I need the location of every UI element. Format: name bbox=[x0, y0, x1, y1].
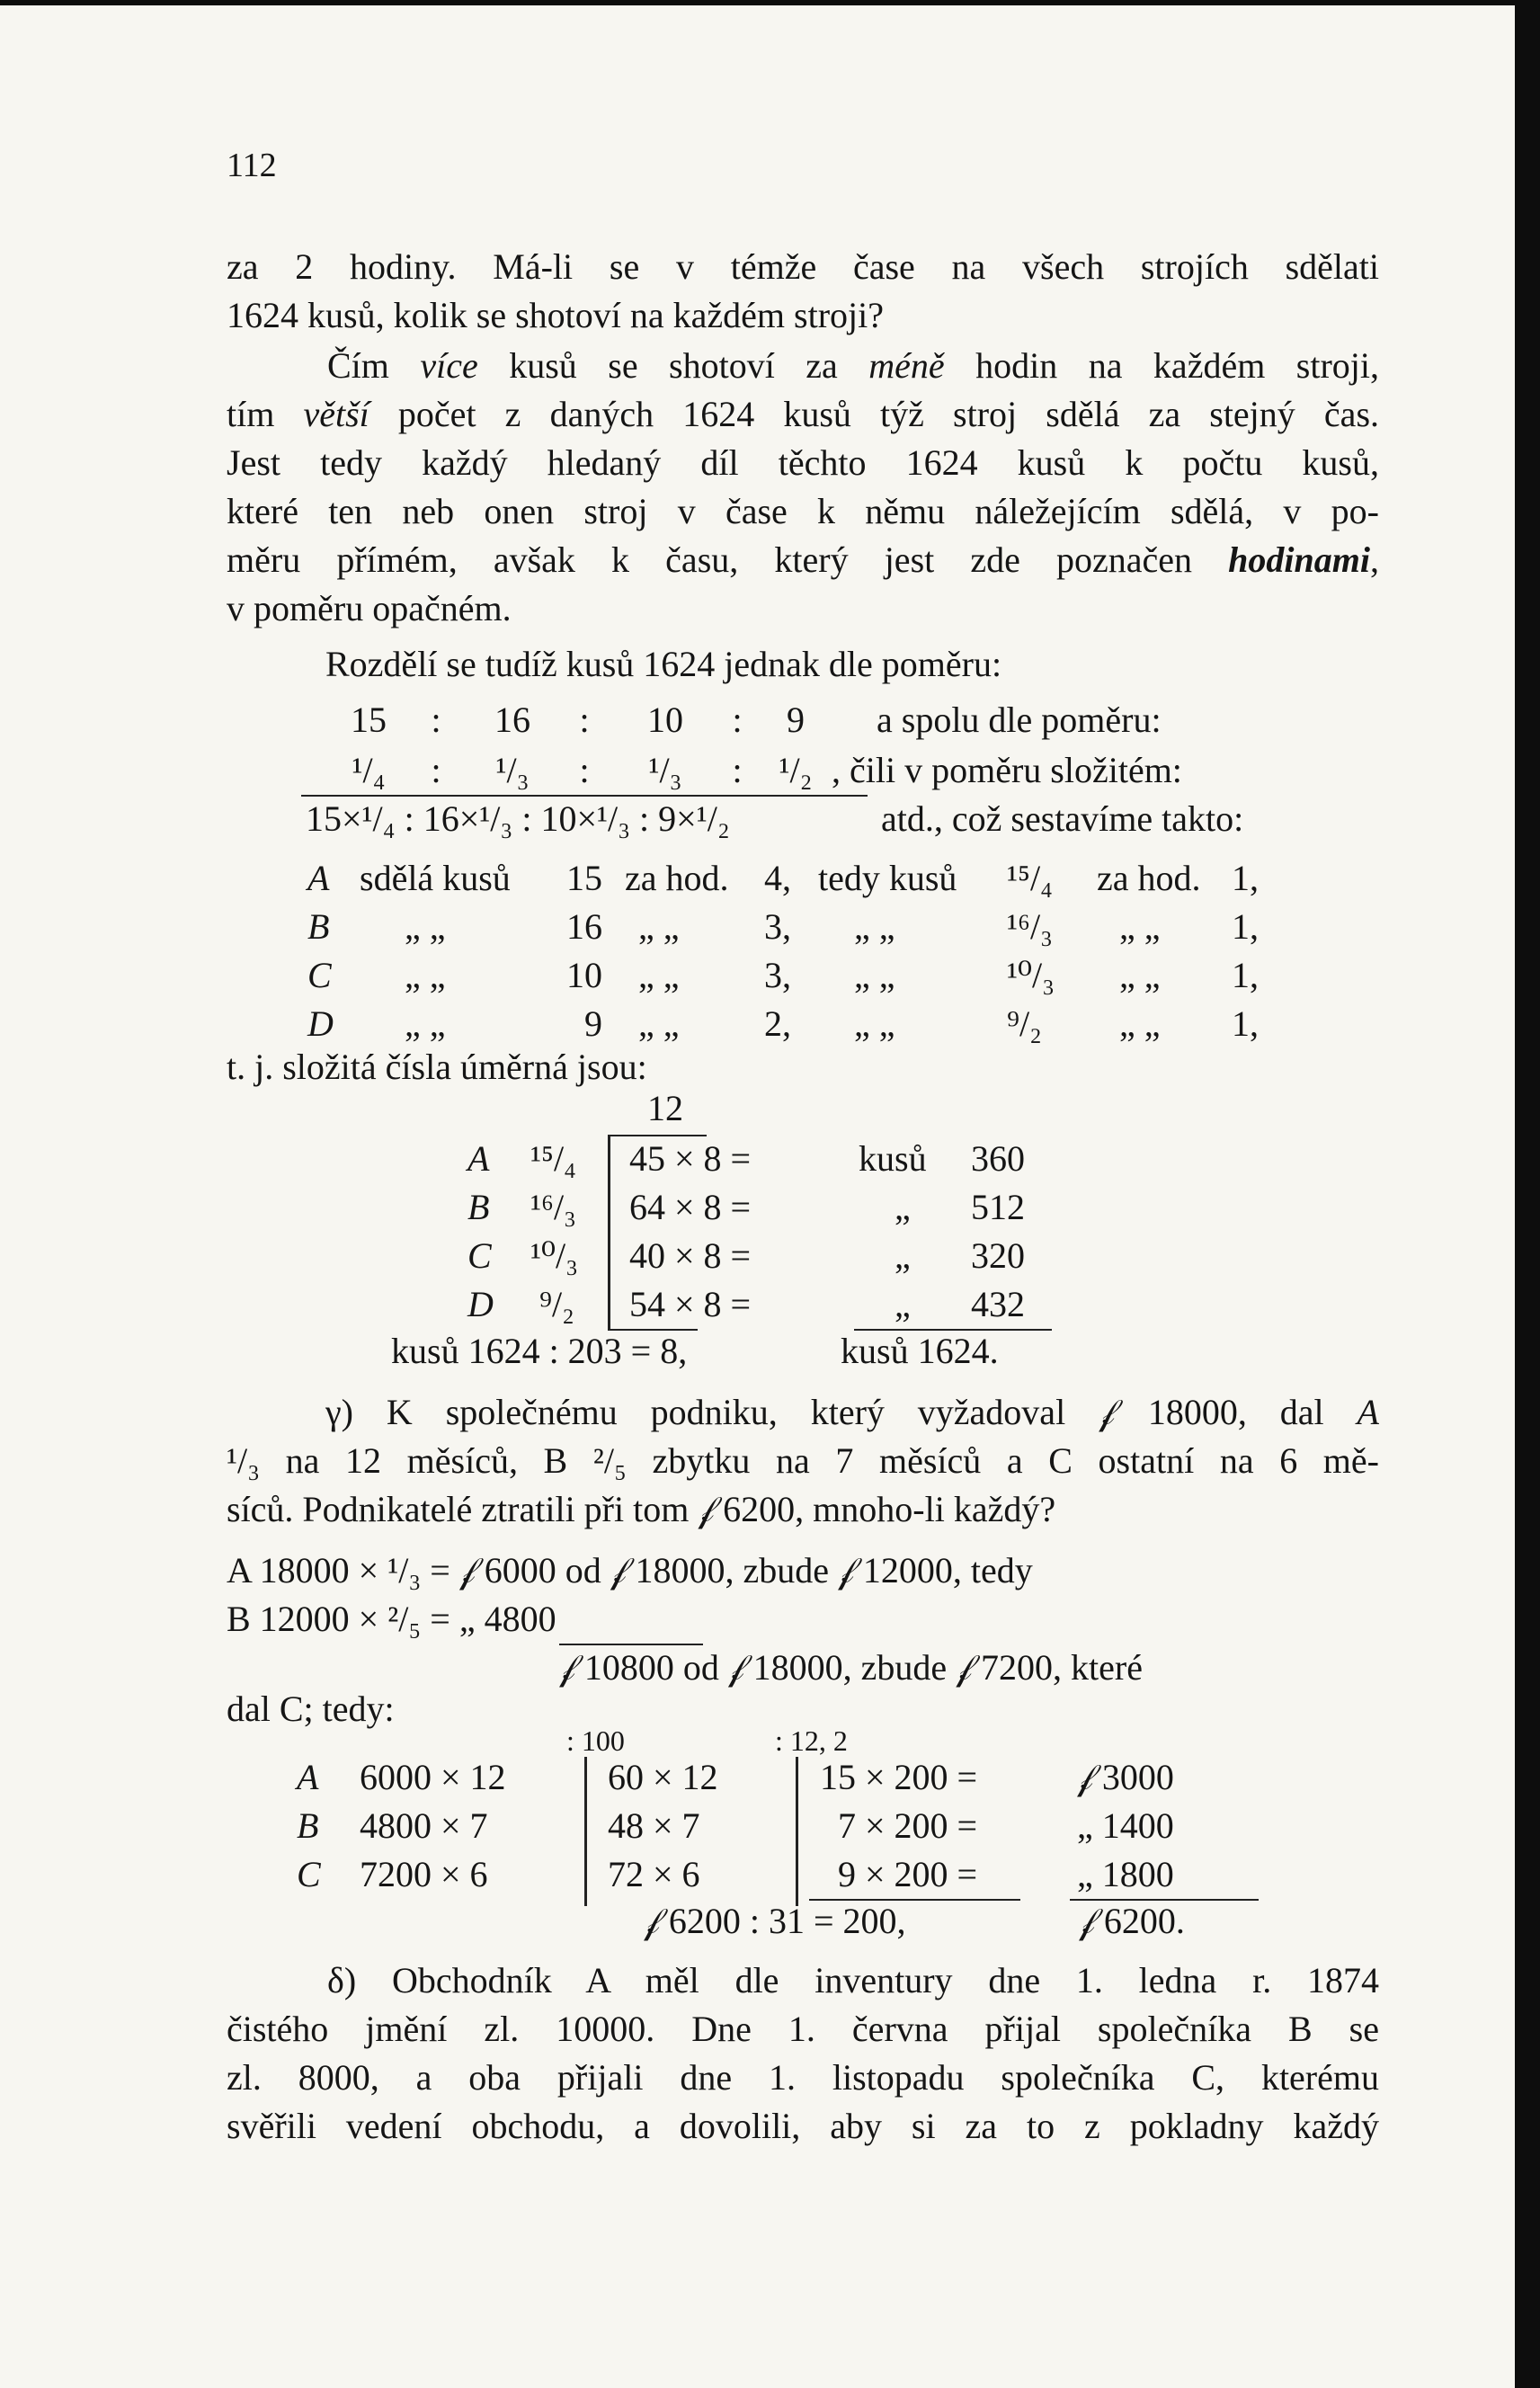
text-run: sdělá kusů bbox=[360, 858, 511, 898]
scan-edge bbox=[0, 0, 1540, 5]
text-line: 1624 kusů, kolik se shotoví na každém stroji? bbox=[227, 295, 885, 335]
product: 4800 × 7 bbox=[360, 1805, 488, 1846]
emphasis: méně bbox=[868, 345, 945, 386]
ratio-product: 15×¹/₄ : 16×¹/₃ : 10×¹/₃ : 9×¹/₂ bbox=[306, 798, 730, 839]
fraction: ¹⁶/₃ bbox=[1007, 906, 1053, 947]
ratio-value: 9 bbox=[787, 699, 805, 740]
machine-name: C bbox=[467, 1235, 492, 1276]
text-line: které ten neb onen stroj v čase k němu náležejícím sdělá, v po- bbox=[227, 491, 1379, 531]
text-run: , čili v poměru složitém: bbox=[832, 750, 1182, 790]
ditto: „ „ bbox=[405, 1003, 446, 1044]
ratio-value: ¹/₃ bbox=[648, 750, 682, 790]
ratio-value: ¹/₄ bbox=[352, 750, 386, 790]
sum-line: kusů 1624 : 203 = 8, bbox=[391, 1331, 688, 1371]
text-line bbox=[227, 1388, 1379, 1437]
result-value: „ 1400 bbox=[1077, 1805, 1174, 1846]
ditto: „ bbox=[895, 1187, 911, 1227]
text-run: 𝒻 18000, dal bbox=[1099, 1392, 1358, 1432]
colon: : bbox=[732, 699, 743, 740]
qty: 15 bbox=[566, 858, 602, 898]
text-run: za hod. bbox=[625, 858, 729, 898]
text-line: δ) Obchodník A měl dle inventury dne 1. ledna r. 1874 bbox=[327, 1960, 1379, 2000]
text-run: 1, bbox=[1232, 858, 1259, 898]
machine-name: D bbox=[467, 1284, 494, 1324]
machine-name: A bbox=[307, 858, 330, 898]
ratio-value: 16 bbox=[494, 699, 530, 740]
text-line: v poměru opačném. bbox=[227, 588, 512, 628]
divisor: : 100 bbox=[566, 1724, 625, 1757]
emphasis: hodinami bbox=[1228, 539, 1370, 580]
product: 48 × 7 bbox=[608, 1805, 700, 1846]
product: 72 × 6 bbox=[608, 1854, 700, 1894]
ditto: „ bbox=[895, 1235, 911, 1276]
multiplier: 12 bbox=[647, 1088, 683, 1128]
ditto: „ „ bbox=[405, 955, 446, 995]
total: 𝒻 6200. bbox=[1079, 1901, 1185, 1941]
product: 7 × 200 = bbox=[838, 1805, 978, 1846]
colon: : bbox=[431, 699, 441, 740]
text-run: Čím bbox=[327, 345, 421, 386]
text-line: ¹/₃ na 12 měsíců, B ²/₅ zbytku na 7 měsíců a C ostatní na 6 mě- bbox=[227, 1440, 1379, 1481]
product: 15 × 200 = bbox=[820, 1757, 978, 1797]
qty: 10 bbox=[566, 955, 602, 995]
product: 40 × 8 = bbox=[629, 1235, 752, 1276]
product: 64 × 8 = bbox=[629, 1187, 752, 1227]
hours: 3, bbox=[764, 955, 791, 995]
text-line bbox=[227, 342, 1379, 390]
emphasis: A bbox=[1357, 1392, 1379, 1432]
calc-line: dal C; tedy: bbox=[227, 1689, 395, 1729]
fraction: ¹⁶/₃ bbox=[530, 1187, 576, 1227]
product: 54 × 8 = bbox=[629, 1284, 752, 1324]
fraction: ¹⁰/₃ bbox=[1007, 955, 1055, 995]
fraction: ¹⁵/₄ bbox=[1007, 858, 1053, 898]
calc-line: 𝒻 10800 od 𝒻 18000, zbude 𝒻 7200, které bbox=[559, 1647, 1143, 1688]
fraction: ¹⁰/₃ bbox=[530, 1235, 579, 1276]
machine-name: B bbox=[307, 906, 330, 947]
hours: 3, bbox=[764, 906, 791, 947]
text-run: kusů se shotoví za bbox=[477, 345, 869, 386]
table-divider bbox=[608, 1135, 610, 1329]
result-value: 512 bbox=[971, 1187, 1025, 1227]
product: 45 × 8 = bbox=[629, 1138, 752, 1179]
product: 60 × 12 bbox=[608, 1757, 718, 1797]
text-run: tím bbox=[227, 394, 304, 434]
fraction: ⁹/₂ bbox=[539, 1284, 575, 1324]
ditto: „ „ bbox=[854, 955, 895, 995]
ditto: „ „ bbox=[854, 1003, 895, 1044]
ditto: „ „ bbox=[1119, 955, 1161, 995]
ditto: „ „ bbox=[854, 906, 895, 947]
result-value: 𝒻 3000 bbox=[1077, 1757, 1174, 1797]
ratio-value: 10 bbox=[647, 699, 683, 740]
text-line: Rozdělí se tudíž kusů 1624 jednak dle poměru: bbox=[325, 644, 1002, 684]
text-run: za hod. bbox=[1097, 858, 1201, 898]
text-line bbox=[227, 536, 1379, 584]
emphasis: více bbox=[420, 345, 478, 386]
table-divider bbox=[796, 1757, 798, 1906]
product: 7200 × 6 bbox=[360, 1854, 488, 1894]
text-run: 1, bbox=[1232, 1003, 1259, 1044]
total: kusů 1624. bbox=[841, 1331, 999, 1371]
text-run: měru přímém, avšak k času, který jest zde poznačen bbox=[227, 539, 1229, 580]
ditto: „ „ bbox=[638, 955, 680, 995]
hours: 4, bbox=[764, 858, 791, 898]
text-line: Jest tedy každý hledaný díl těchto 1624 kusů k počtu kusů, bbox=[227, 442, 1379, 483]
calc-line: A 18000 × ¹/₃ = 𝒻 6000 od 𝒻 18000, zbude 𝒻 12000, tedy bbox=[227, 1550, 1033, 1591]
result-value: „ 1800 bbox=[1077, 1854, 1174, 1894]
product: 6000 × 12 bbox=[360, 1757, 506, 1797]
text-line: čistého jmění zl. 10000. Dne 1. června přijal společníka B se bbox=[227, 2009, 1379, 2049]
ditto: „ bbox=[895, 1284, 911, 1324]
fraction: ⁹/₂ bbox=[1007, 1003, 1043, 1044]
page-number: 112 bbox=[227, 147, 277, 184]
calc-line: B 12000 × ²/₅ = „ 4800 bbox=[227, 1599, 556, 1639]
colon: : bbox=[579, 699, 590, 740]
text-line bbox=[227, 390, 1379, 439]
text-run: počet z daných 1624 kusů týž stroj sdělá za stejný čas. bbox=[369, 394, 1380, 434]
text-line: za 2 hodiny. Má-li se v témže čase na všech strojích sdělati bbox=[227, 246, 1379, 287]
machine-name: C bbox=[297, 1854, 321, 1894]
text-run: 1, bbox=[1232, 906, 1259, 947]
machine-name: B bbox=[467, 1187, 490, 1227]
ditto: „ „ bbox=[1119, 906, 1161, 947]
machine-name: D bbox=[307, 1003, 334, 1044]
result-value: 432 bbox=[971, 1284, 1025, 1324]
machine-name: A bbox=[467, 1138, 490, 1179]
divisor: : 12, 2 bbox=[775, 1724, 848, 1757]
text-run: tedy kusů bbox=[818, 858, 957, 898]
ditto: „ „ bbox=[405, 906, 446, 947]
text-line: t. j. složitá čísla úměrná jsou: bbox=[227, 1047, 647, 1087]
ratio-value: ¹/₃ bbox=[495, 750, 530, 790]
unit-label: kusů bbox=[859, 1138, 927, 1179]
text-run: γ) K společnému podniku, který vyžadoval bbox=[325, 1392, 1099, 1432]
emphasis: větší bbox=[303, 394, 369, 434]
machine-name: A bbox=[297, 1757, 319, 1797]
product: 9 × 200 = bbox=[838, 1854, 978, 1894]
sum-line: 𝒻 6200 : 31 = 200, bbox=[644, 1901, 906, 1941]
text-run: a spolu dle poměru: bbox=[877, 699, 1162, 740]
machine-name: C bbox=[307, 955, 332, 995]
fraction: ¹⁵/₄ bbox=[530, 1138, 576, 1179]
colon: : bbox=[431, 750, 441, 790]
text-run: 1, bbox=[1232, 955, 1259, 995]
text-line: zl. 8000, a oba přijali dne 1. listopadu společníka C, kterému bbox=[227, 2057, 1379, 2098]
text-run: atd., což sestavíme takto: bbox=[881, 798, 1244, 839]
text-line: svěřili vedení obchodu, a dovolili, aby si za to z pokladny každý bbox=[227, 2106, 1379, 2146]
hours: 2, bbox=[764, 1003, 791, 1044]
qty: 9 bbox=[584, 1003, 602, 1044]
ditto: „ „ bbox=[1119, 1003, 1161, 1044]
ratio-value: 15 bbox=[351, 699, 387, 740]
ditto: „ „ bbox=[638, 906, 680, 947]
colon: : bbox=[579, 750, 590, 790]
qty: 16 bbox=[566, 906, 602, 947]
table-divider bbox=[584, 1757, 587, 1906]
colon: : bbox=[732, 750, 743, 790]
text-run: , bbox=[1370, 539, 1379, 580]
text-line: síců. Podnikatelé ztratili při tom 𝒻 6200, mnoho-li každý? bbox=[227, 1489, 1056, 1529]
result-value: 360 bbox=[971, 1138, 1025, 1179]
scan-edge bbox=[1515, 0, 1540, 2388]
ditto: „ „ bbox=[638, 1003, 680, 1044]
ratio-value: ¹/₂ bbox=[779, 750, 813, 790]
result-value: 320 bbox=[971, 1235, 1025, 1276]
text-run: hodin na každém stroji, bbox=[944, 345, 1380, 386]
machine-name: B bbox=[297, 1805, 319, 1846]
